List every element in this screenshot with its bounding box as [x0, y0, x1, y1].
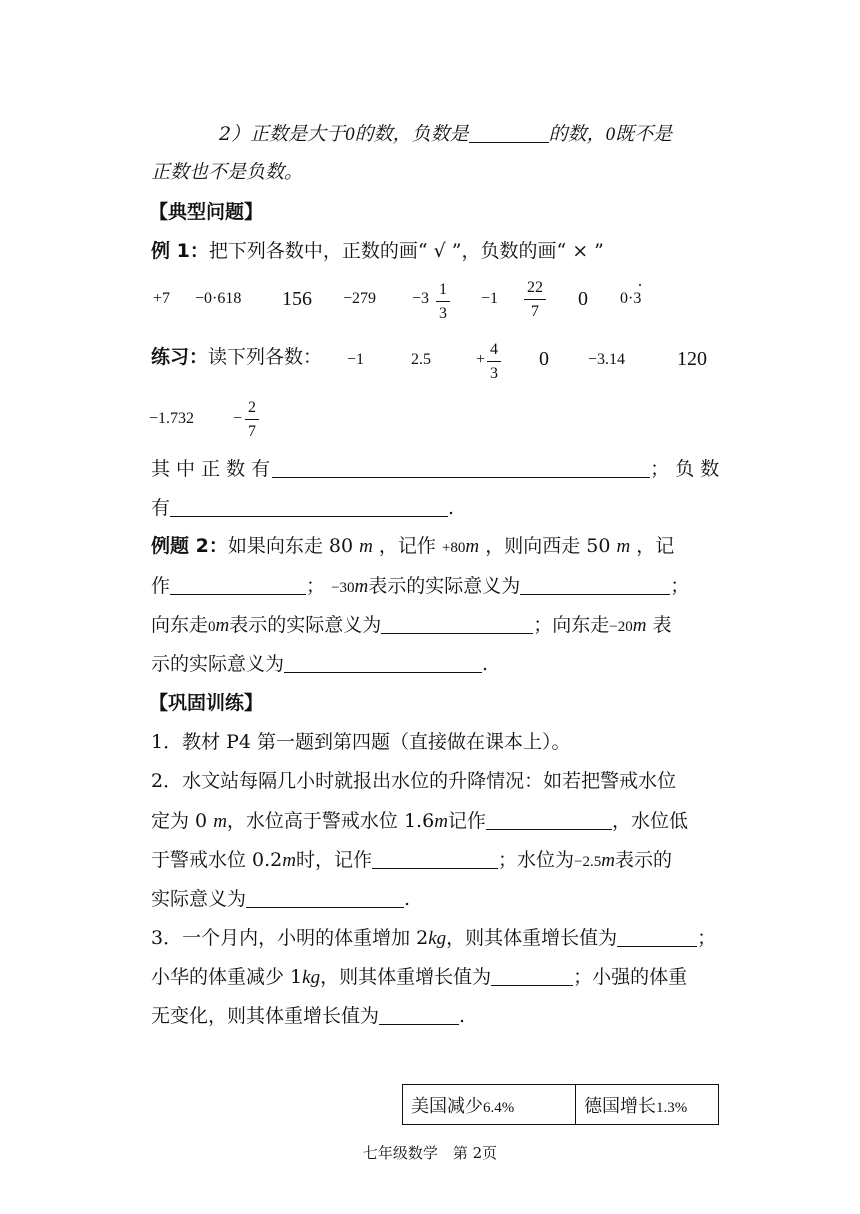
period: .: [459, 1005, 466, 1027]
example-2-text: ；: [306, 575, 326, 597]
example-2-text: 表示的实际意义为: [229, 614, 382, 636]
answer-blank[interactable]: [469, 124, 549, 143]
intro-line-1: [219, 124, 672, 144]
question-3-line-2: [151, 967, 687, 987]
q3-text: 3．一个月内，小明的体重增加 2: [151, 927, 429, 949]
cell-value: 1.3%: [656, 1099, 688, 1116]
fraction-numerator: 4: [490, 341, 498, 358]
example-2-text: 表示的实际意义为: [368, 575, 521, 597]
question-1: 1．教材 P4 第一题到第四题（直接做在课本上）。: [151, 731, 571, 753]
number-item: 0: [578, 288, 588, 310]
intro-text: 的数，: [548, 123, 606, 145]
repeating-dot: [639, 284, 641, 286]
section-heading-consolidate: 【巩固训练】: [149, 692, 264, 714]
unit-m: m: [282, 850, 296, 871]
example-2-text: 表: [652, 614, 672, 636]
number-item: −3: [412, 290, 430, 307]
answer-blank[interactable]: [246, 889, 404, 908]
unit-m: m: [215, 615, 230, 636]
unit-m: m: [213, 811, 227, 832]
fraction: [524, 280, 546, 320]
answer-blank[interactable]: [379, 1006, 459, 1025]
answer-blank[interactable]: [284, 654, 482, 673]
example-2-text: 向东走: [151, 614, 209, 636]
fraction: [245, 400, 259, 440]
practice-prompt: [151, 348, 322, 367]
value: −30: [331, 580, 355, 596]
answer-blank[interactable]: [381, 615, 533, 634]
fraction-denominator: 7: [248, 423, 256, 440]
q3-text: ，则其体重增长值为: [320, 966, 492, 988]
q2-text: 于警戒水位 0.2: [151, 849, 283, 871]
question-2-line-4: [151, 889, 410, 909]
intro-text: 的数，负数是: [354, 123, 469, 145]
unit-kg: kg: [428, 928, 447, 949]
q2-text: 时，记作: [296, 849, 373, 871]
question-3-line-1: [151, 928, 716, 948]
number-item: 0: [539, 348, 549, 370]
unit-m: m: [465, 536, 480, 557]
example-2-text: 作: [151, 575, 171, 597]
q3-text: ；小强的体重: [573, 966, 688, 988]
example-2-text: ，记: [636, 535, 675, 557]
unit-kg: kg: [302, 967, 321, 988]
number-item: 2.5: [411, 351, 431, 368]
period: .: [482, 653, 489, 675]
unit-m: m: [434, 811, 448, 832]
q2-text: ，水位高于警戒水位 1.6: [226, 810, 435, 832]
fraction-numerator: 22: [527, 279, 543, 296]
example-2-text: ，记作: [378, 535, 436, 557]
example-2-line-2: [151, 576, 689, 596]
example-2-text: 示的实际意义为: [151, 653, 285, 675]
positive-numbers-line: [151, 459, 719, 479]
positive-label: 其 中 正 数 有: [151, 458, 271, 480]
q2-text: ；水位为: [498, 849, 575, 871]
cell-label: 美国减少: [411, 1095, 483, 1117]
number-item: −1.732: [149, 410, 195, 427]
intro-text: 2）正数是大于: [219, 123, 346, 145]
practice-text: 读下列各数：: [208, 346, 323, 368]
q2-text: ，水位低: [611, 810, 688, 832]
example-1-label: 例 1：: [151, 240, 209, 262]
fraction: [487, 342, 501, 382]
fraction-numerator: 2: [248, 399, 256, 416]
practice-label: 练习：: [151, 346, 209, 368]
q3-text: 小华的体重减少 1: [151, 966, 303, 988]
answer-blank[interactable]: [617, 928, 697, 947]
unit-m: m: [632, 615, 647, 636]
number-item: +: [476, 351, 486, 368]
cell-label: 德国增长: [584, 1095, 656, 1117]
unit-m: m: [601, 850, 615, 871]
example-2-text: ，则向西走 50: [485, 535, 611, 557]
question-2-line-3: [151, 850, 672, 870]
page-footer: 七年级数学 第 2页: [362, 1144, 498, 1162]
value: −2.5: [574, 854, 602, 870]
number-item: 156: [282, 288, 312, 310]
answer-blank[interactable]: [170, 576, 306, 595]
value: +80: [441, 540, 466, 556]
negative-numbers-line: [151, 498, 454, 518]
positive-answer-blank[interactable]: [272, 459, 650, 478]
number-item: 0·3: [620, 290, 642, 307]
unit-m: m: [616, 536, 631, 557]
table-cell-germany: [576, 1085, 719, 1125]
q3-text: ，则其体重增长值为: [446, 927, 618, 949]
intro-zero: 0: [605, 124, 616, 145]
negative-label: ； 负 数: [650, 458, 720, 480]
q2-text: 记作: [447, 810, 486, 832]
number-item: −0·618: [195, 290, 242, 307]
question-3-line-3: [151, 1006, 465, 1026]
period: .: [404, 888, 411, 910]
example-2-text: ；向东走: [533, 614, 610, 636]
q2-text: 表示的: [614, 849, 672, 871]
value: 0: [208, 619, 216, 635]
number-item: −: [233, 410, 243, 427]
example-2-line-3: [151, 615, 672, 635]
section-heading-typical: 【典型问题】: [149, 201, 264, 223]
q3-text: 无变化，则其体重增长值为: [151, 1005, 380, 1027]
fraction-denominator: 3: [439, 305, 447, 322]
answer-blank[interactable]: [372, 850, 498, 869]
answer-blank[interactable]: [520, 576, 670, 595]
number-item: 120: [677, 348, 707, 370]
example-1-text: 把下列各数中，正数的画“ √ ”，负数的画“ × ”: [208, 240, 604, 262]
example-1-prompt: [151, 242, 604, 261]
number-item: −279: [343, 290, 377, 307]
example-2-line-4: [151, 654, 488, 674]
question-2-line-2: [151, 811, 688, 831]
fraction: [436, 282, 450, 322]
negative-answer-blank[interactable]: [170, 498, 448, 517]
q2-text: 实际意义为: [151, 888, 247, 910]
intro-text: 既不是: [615, 123, 673, 145]
q3-text: ；: [697, 927, 717, 949]
data-table: [402, 1084, 719, 1125]
q2-text: 定为 0: [151, 810, 208, 832]
question-2-line-1: 2．水文站每隔几小时就报出水位的升降情况：如若把警戒水位: [151, 770, 677, 792]
number-item: −1: [481, 290, 499, 307]
example-2-text: ；: [670, 575, 690, 597]
period: .: [448, 497, 455, 519]
fraction-numerator: 1: [439, 281, 447, 298]
fraction-denominator: 3: [490, 365, 498, 382]
intro-line-2: 正数也不是负数。: [151, 161, 304, 183]
answer-blank[interactable]: [491, 967, 573, 986]
answer-blank[interactable]: [486, 811, 612, 830]
intro-zero: 0: [345, 124, 355, 145]
example-2-label: 例题 2：: [151, 535, 228, 557]
example-2-text: 如果向东走 80: [227, 535, 354, 557]
negative-label: 有: [151, 497, 171, 519]
number-item: +7: [153, 290, 171, 307]
fraction-denominator: 7: [531, 303, 539, 320]
value: −20: [609, 619, 633, 635]
number-item: −1: [347, 351, 365, 368]
table-row: [403, 1085, 719, 1125]
number-item: −3.14: [588, 351, 626, 368]
example-2-line-1: [151, 537, 674, 556]
table-cell-usa: [403, 1085, 576, 1125]
unit-m: m: [359, 536, 373, 557]
cell-value: 6.4%: [483, 1099, 515, 1116]
unit-m: m: [354, 576, 369, 597]
